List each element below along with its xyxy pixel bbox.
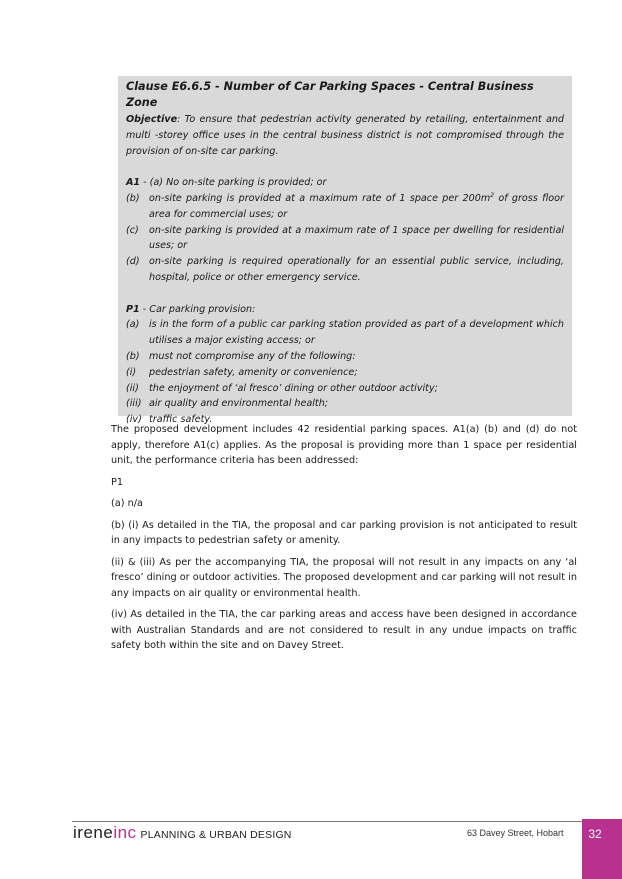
item-text: traffic safety. (149, 414, 213, 426)
paragraph: (iv) As detailed in the TIA, the car parking areas and access have been designed in accordance with Australian Standards and are not considered to result in any undue impacts on traffic safety both within the site and on Davey Street. (111, 609, 577, 651)
item-label: (iv) (126, 414, 142, 426)
paragraph: P1 (111, 476, 124, 488)
a1-heading (126, 175, 564, 191)
paragraph: (b) (i) As detailed in the TIA, the proposal and car parking provision is not anticipated to result in any impacts to pedestrian safety or amenity. (111, 519, 577, 546)
paragraph: (a) n/a (111, 498, 143, 509)
item-text: on-site parking is provided at a maximum rate of 1 space per $200m^2$ of gross floor area for commercial uses; or (149, 191, 564, 220)
a1-item-c (126, 223, 564, 255)
item-label: (b) (126, 350, 140, 362)
footer-logo (73, 823, 292, 843)
item-text: must not compromise any of the following: (149, 350, 356, 362)
item-text: on-site parking is provided at a maximum rate of 1 space per dwelling for residential uses; or (149, 224, 564, 252)
p1-item-a (126, 317, 564, 349)
objective-text: : To ensure that pedestrian activity generated by retailing, entertainment and multi -storey office uses in the central business district is not compromised through the provision of on-site car parking. (126, 114, 564, 157)
item-text: on-site parking is required operationally for an essential public service, including, hospital, police or other emergency service. (149, 256, 564, 283)
item-text: is in the form of a public car parking station provided as part of a development which utilises a major existing access; or (149, 319, 564, 347)
item-label: (i) (126, 366, 137, 378)
logo-inc: inc (113, 823, 137, 842)
body-text (111, 422, 577, 660)
item-label: (d) (126, 256, 140, 268)
a1-label: A1 (126, 177, 141, 189)
footer-address: 63 Davey Street, Hobart (467, 828, 564, 838)
p1-item-b (126, 349, 564, 365)
logo-irene: irene (73, 823, 114, 842)
p1-heading (126, 302, 564, 318)
objective (126, 112, 564, 159)
paragraph: (ii) & (iii) As per the accompanying TIA, the proposal will not result in any impacts on any ‘al fresco’ dining or outdoor activities. The proposed development and car parking will not result in any impacts on air quality or environmental health. (111, 556, 577, 599)
a1-item-d (126, 254, 564, 286)
item-text: air quality and environmental health; (149, 398, 329, 410)
objective-label: Objective (126, 114, 178, 125)
p1-text: - Car parking provision: (139, 303, 256, 315)
p1-item-i (126, 365, 564, 381)
p1-item-ii (126, 381, 564, 397)
item-label: (b) (126, 192, 140, 204)
clause-box (118, 76, 572, 426)
a1-text: - (a) No on-site parking is provided; or (140, 177, 327, 189)
item-text: the enjoyment of ‘al fresco’ dining or other outdoor activity; (149, 382, 438, 394)
superscript: 2 (490, 191, 495, 199)
paragraph: The proposed development includes 42 residential parking spaces. A1(a) (b) and (d) do not apply, therefore A1(c) applies. As the proposal is providing more than 1 space per residential unit, the performance criteria has been addressed: (111, 424, 577, 466)
item-label: (c) (126, 224, 139, 236)
item-label: (ii) (126, 382, 139, 394)
clause-title: Clause E6.6.5 - Number of Car Parking Spaces - Central Business Zone (126, 80, 534, 109)
p1-item-iii (126, 396, 564, 412)
item-text: pedestrian safety, amenity or convenience; (149, 366, 358, 378)
item-label: (iii) (126, 398, 142, 410)
page-number-box (582, 819, 622, 879)
a1-item-b (126, 191, 564, 223)
page-number: 32 (588, 827, 602, 841)
item-label: (a) (126, 319, 140, 331)
logo-tagline: PLANNING & URBAN DESIGN (140, 829, 292, 841)
p1-label: P1 (126, 303, 140, 315)
footer-divider (72, 821, 582, 822)
